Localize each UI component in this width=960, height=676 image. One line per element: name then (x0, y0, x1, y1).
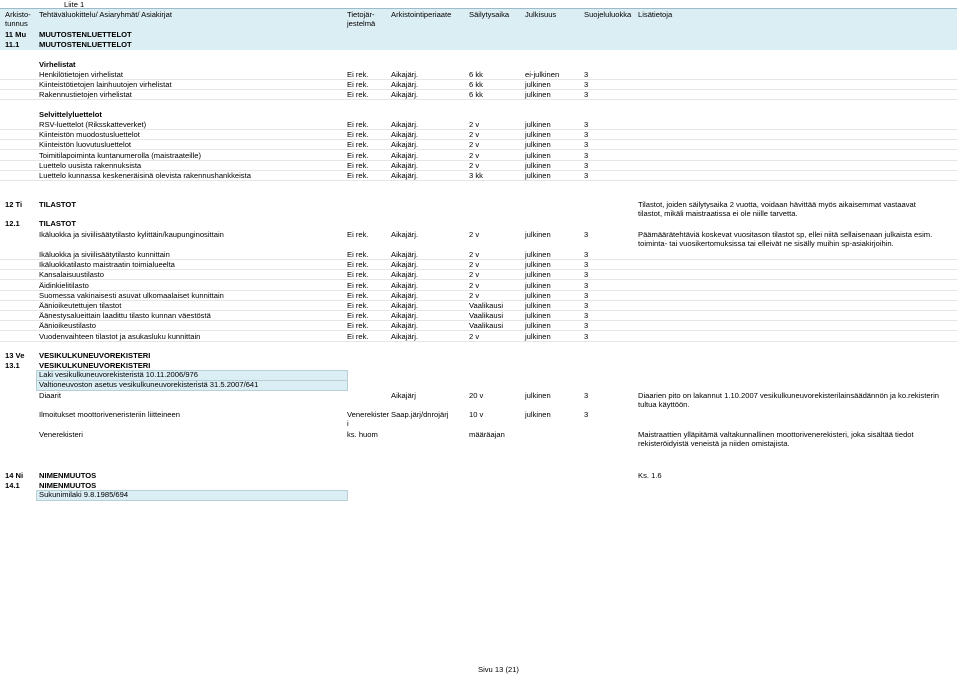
stat-row-first-retention: 2 v (469, 230, 480, 239)
diaarit-note: Diaarien pito on lakannut 1.10.2007 vesikulkuneuvorekisterilainsäädännön ja ko.rekisterin tultua käyttöön. (638, 391, 939, 410)
section-11-1-title: MUUTOSTENLUETTELOT (39, 40, 132, 49)
item-system: Ei rek. (347, 70, 369, 79)
item-archiving: Aikajärj. (391, 80, 419, 90)
item-protection: 3 (584, 160, 589, 170)
item-archiving: Aikajärj. (391, 260, 419, 270)
item-archiving: Aikajärj. (391, 311, 419, 321)
item-name: Äidinkielitilasto (39, 280, 89, 290)
item-retention: 6 kk (469, 70, 483, 79)
item-system: Ei rek. (347, 140, 369, 150)
item-archiving: Aikajärj. (391, 120, 419, 129)
item-publicity: julkinen (525, 280, 551, 290)
item-name: Äänioikeustilasto (39, 321, 96, 331)
ilmoitukset-publicity: julkinen (525, 410, 551, 419)
item-archiving: Aikajärj. (391, 70, 419, 79)
item-system: Ei rek. (347, 260, 369, 270)
item-name: Kiinteistön muodostusluettelot (39, 130, 140, 140)
item-archiving: Aikajärj. (391, 90, 419, 100)
item-retention: 2 v (469, 331, 480, 341)
venerekisteri-note: Maistraattien ylläpitämä valtakunnallinen moottorivenerekisteri, joka sisältää tiedot rekisteröidyistä veneistä ja niiden omistajista. (638, 430, 914, 449)
page-number: Sivu 13 (21) (478, 665, 519, 674)
header-col-code-2: tunnus (5, 19, 28, 28)
item-publicity: ei-julkinen (525, 70, 560, 79)
header-col-task: Tehtäväluokittelu/ Asiaryhmät/ Asiakirjat (39, 10, 172, 19)
item-name: Suomessa vakinaisesti asuvat ulkomaalaiset kunnittain (39, 290, 224, 300)
item-protection: 3 (584, 130, 589, 140)
item-publicity: julkinen (525, 301, 551, 310)
row-divider (0, 341, 957, 342)
item-name: Kiinteistötietojen lainhuutojen virhelistat (39, 80, 172, 90)
item-publicity: julkinen (525, 270, 551, 280)
item-name: Luettelo kunnassa keskeneräisinä olevista rakennushankkeista (39, 171, 251, 180)
item-archiving: Aikajärj. (391, 140, 419, 150)
item-archiving: Aikajärj. (391, 160, 419, 170)
item-archiving: Aikajärj. (391, 290, 419, 300)
item-publicity: julkinen (525, 120, 551, 129)
row-divider (0, 99, 957, 100)
section-14-code: 14 Ni (5, 471, 24, 480)
item-archiving: Aikajärj. (391, 130, 419, 140)
item-publicity: julkinen (525, 140, 551, 150)
ilmoitukset-protection: 3 (584, 410, 589, 419)
item-publicity: julkinen (525, 130, 551, 140)
stat-row-first-system: Ei rek. (347, 230, 369, 239)
venerekisteri-system: ks. huom (347, 430, 378, 439)
item-system: Ei rek. (347, 90, 369, 100)
item-name: Äänestysalueittain laadittu tilasto kunnan väestöstä (39, 311, 211, 321)
diaarit-retention: 20 v (469, 391, 484, 400)
item-name: Kiinteistön luovutusluettelot (39, 140, 132, 150)
item-name: Rakennustietojen virhelistat (39, 90, 132, 100)
item-name: Henkilötietojen virhelistat (39, 70, 123, 79)
stat-row-first-publicity: julkinen (525, 230, 551, 239)
row-divider (0, 180, 957, 181)
item-system: Ei rek. (347, 80, 369, 90)
item-protection: 3 (584, 331, 589, 341)
item-retention: 2 v (469, 160, 480, 170)
item-protection: 3 (584, 70, 589, 79)
section-13-1-title: VESIKULKUNEUVOREKISTERI (39, 361, 151, 370)
item-system: Ei rek. (347, 160, 369, 170)
item-archiving: Aikajärj. (391, 250, 419, 259)
item-protection: 3 (584, 290, 589, 300)
law-1-text: Laki vesikulkuneuvorekisteristä 10.11.2006/976 (39, 370, 199, 379)
section-13-title: VESIKULKUNEUVOREKISTERI (39, 351, 151, 360)
header-col-system: Tietojär- (347, 10, 375, 19)
header-col-protection: Suojeluluokka (584, 10, 632, 19)
item-system: Ei rek. (347, 130, 369, 140)
item-protection: 3 (584, 280, 589, 290)
item-publicity: julkinen (525, 90, 551, 100)
item-name: Luettelo uusista rakennuksista (39, 160, 142, 170)
item-protection: 3 (584, 250, 589, 259)
item-system: Ei rek. (347, 280, 369, 290)
item-name: Kansalaisuustilasto (39, 270, 105, 280)
item-archiving: Aikajärj. (391, 321, 419, 331)
section-13-code: 13 Ve (5, 351, 25, 360)
section-13-1-code: 13.1 (5, 361, 20, 370)
item-system: Ei rek. (347, 290, 369, 300)
section-12-1-code: 12.1 (5, 219, 20, 228)
item-publicity: julkinen (525, 171, 551, 180)
selvittely-heading: Selvittelyluettelot (39, 110, 102, 119)
section-11-1-code: 11.1 (5, 40, 20, 49)
ilmoitukset-name: Ilmoitukset moottoriveneristeriin liitteineen (39, 410, 180, 419)
law-2-text: Valtioneuvoston asetus vesikulkuneuvorekisteristä 31.5.2007/641 (39, 380, 259, 389)
item-name: Vuodenvaihteen tilastot ja asukasluku kunnittain (39, 331, 201, 341)
item-protection: 3 (584, 311, 589, 321)
item-protection: 3 (584, 270, 589, 280)
section-12-1-title: TILASTOT (39, 219, 76, 228)
ilmoitukset-archiving: Saap.järj/dnrojärj (391, 410, 449, 419)
item-retention: 2 v (469, 280, 480, 290)
header-col-archiving: Arkistointiperiaate (391, 10, 452, 19)
section-12-code: 12 Ti (5, 200, 23, 209)
item-publicity: julkinen (525, 260, 551, 270)
item-publicity: julkinen (525, 150, 551, 160)
item-system: Ei rek. (347, 150, 369, 160)
item-publicity: julkinen (525, 80, 551, 90)
item-system: Ei rek. (347, 311, 369, 321)
item-archiving: Aikajärj. (391, 331, 419, 341)
item-protection: 3 (584, 90, 589, 100)
item-archiving: Aikajärj. (391, 150, 419, 160)
item-retention: 2 v (469, 120, 480, 129)
stat-row-first-archiving: Aikajärj. (391, 230, 419, 239)
ilmoitukset-retention: 10 v (469, 410, 484, 419)
section-14-1-code: 14.1 (5, 481, 20, 490)
section-heading-band (36, 28, 957, 50)
section-14-note: Ks. 1.6 (638, 471, 662, 480)
item-system: Ei rek. (347, 301, 369, 310)
sukunimilaki-text: Sukunimilaki 9.8.1985/694 (39, 490, 129, 499)
item-publicity: julkinen (525, 290, 551, 300)
item-name: Toimitilapoiminta kuntanumerolla (maistraateille) (39, 150, 202, 160)
item-publicity: julkinen (525, 250, 551, 259)
section-12-title: TILASTOT (39, 200, 76, 209)
item-publicity: julkinen (525, 321, 551, 331)
item-protection: 3 (584, 171, 589, 180)
item-retention: 2 v (469, 250, 480, 259)
item-archiving: Aikajärj. (391, 171, 419, 180)
item-publicity: julkinen (525, 331, 551, 341)
item-retention: 6 kk (469, 90, 483, 100)
stat-row-first-name: Ikäluokka ja siviilisäätytilasto kylittäin/kaupunginosittain (39, 230, 224, 239)
item-retention: 2 v (469, 140, 480, 150)
item-protection: 3 (584, 301, 589, 310)
item-name: Ikäluokkatilasto maistraatin toimialueelta (39, 260, 175, 270)
item-retention: 3 kk (469, 171, 483, 180)
item-protection: 3 (584, 120, 589, 129)
item-retention: 2 v (469, 130, 480, 140)
section-11-title: MUUTOSTENLUETTELOT (39, 30, 132, 39)
item-archiving: Aikajärj. (391, 280, 419, 290)
item-retention: 6 kk (469, 80, 483, 90)
item-publicity: julkinen (525, 160, 551, 170)
stat-row-first-note: Päämäärätehtäviä koskevat vuositason tilastot sp, ellei niitä sellaisenaan julkaista esim. toiminta- tai vuosikertomuksissa tai elleivät ne sisälly muihin sp-asiakirjoihin. (638, 230, 933, 249)
page-top-label: Liite 1 (64, 0, 85, 9)
item-publicity: julkinen (525, 311, 551, 321)
item-retention: Vaalikausi (469, 311, 504, 321)
item-retention: Vaalikausi (469, 321, 504, 331)
ilmoitukset-system-2: i (347, 419, 349, 428)
item-retention: 2 v (469, 260, 480, 270)
item-system: Ei rek. (347, 270, 369, 280)
item-protection: 3 (584, 80, 589, 90)
item-system: Ei rek. (347, 171, 369, 180)
section-11-code: 11 Mu (5, 30, 27, 39)
diaarit-archiving: Aikajärj (391, 391, 416, 400)
ilmoitukset-system: Venerekister (347, 410, 390, 419)
stat-row-first-protection: 3 (584, 230, 589, 239)
item-retention: 2 v (469, 270, 480, 280)
diaarit-name: Diaarit (39, 391, 61, 400)
venerekisteri-retention: määräajan (469, 430, 505, 439)
header-col-system-2: jestelmä (347, 19, 376, 28)
header-col-code: Arkisto- (5, 10, 31, 19)
virhelistat-heading: Virhelistat (39, 60, 76, 69)
item-archiving: Aikajärj. (391, 270, 419, 280)
diaarit-publicity: julkinen (525, 391, 551, 400)
item-system: Ei rek. (347, 120, 369, 129)
venerekisteri-name: Venerekisteri (39, 430, 83, 439)
item-system: Ei rek. (347, 321, 369, 331)
item-protection: 3 (584, 260, 589, 270)
section-12-note: Tilastot, joiden säilytysaika 2 vuotta, voidaan hävittää myös aikaisemmat vastaavat tilastot, mikäli maistraatissa ei ole niille tarvetta. (638, 200, 916, 219)
item-retention: Vaalikausi (469, 301, 504, 310)
section-14-title: NIMENMUUTOS (39, 471, 97, 480)
section-14-1-title: NIMENMUUTOS (39, 481, 97, 490)
header-col-publicity: Julkisuus (525, 10, 557, 19)
item-system: Ei rek. (347, 250, 369, 259)
item-protection: 3 (584, 140, 589, 150)
header-col-retention: Säilytysaika (469, 10, 510, 19)
item-retention: 2 v (469, 290, 480, 300)
item-system: Ei rek. (347, 331, 369, 341)
item-name: RSV-luettelot (Riksskatteverket) (39, 120, 147, 129)
item-name: Ikäluokka ja siviilisäätytilasto kunnittain (39, 250, 170, 259)
header-col-notes: Lisätietoja (638, 10, 673, 19)
item-retention: 2 v (469, 150, 480, 160)
diaarit-protection: 3 (584, 391, 589, 400)
item-name: Äänioikeutettujen tilastot (39, 301, 122, 310)
item-protection: 3 (584, 150, 589, 160)
item-archiving: Aikajärj. (391, 301, 419, 310)
item-protection: 3 (584, 321, 589, 331)
